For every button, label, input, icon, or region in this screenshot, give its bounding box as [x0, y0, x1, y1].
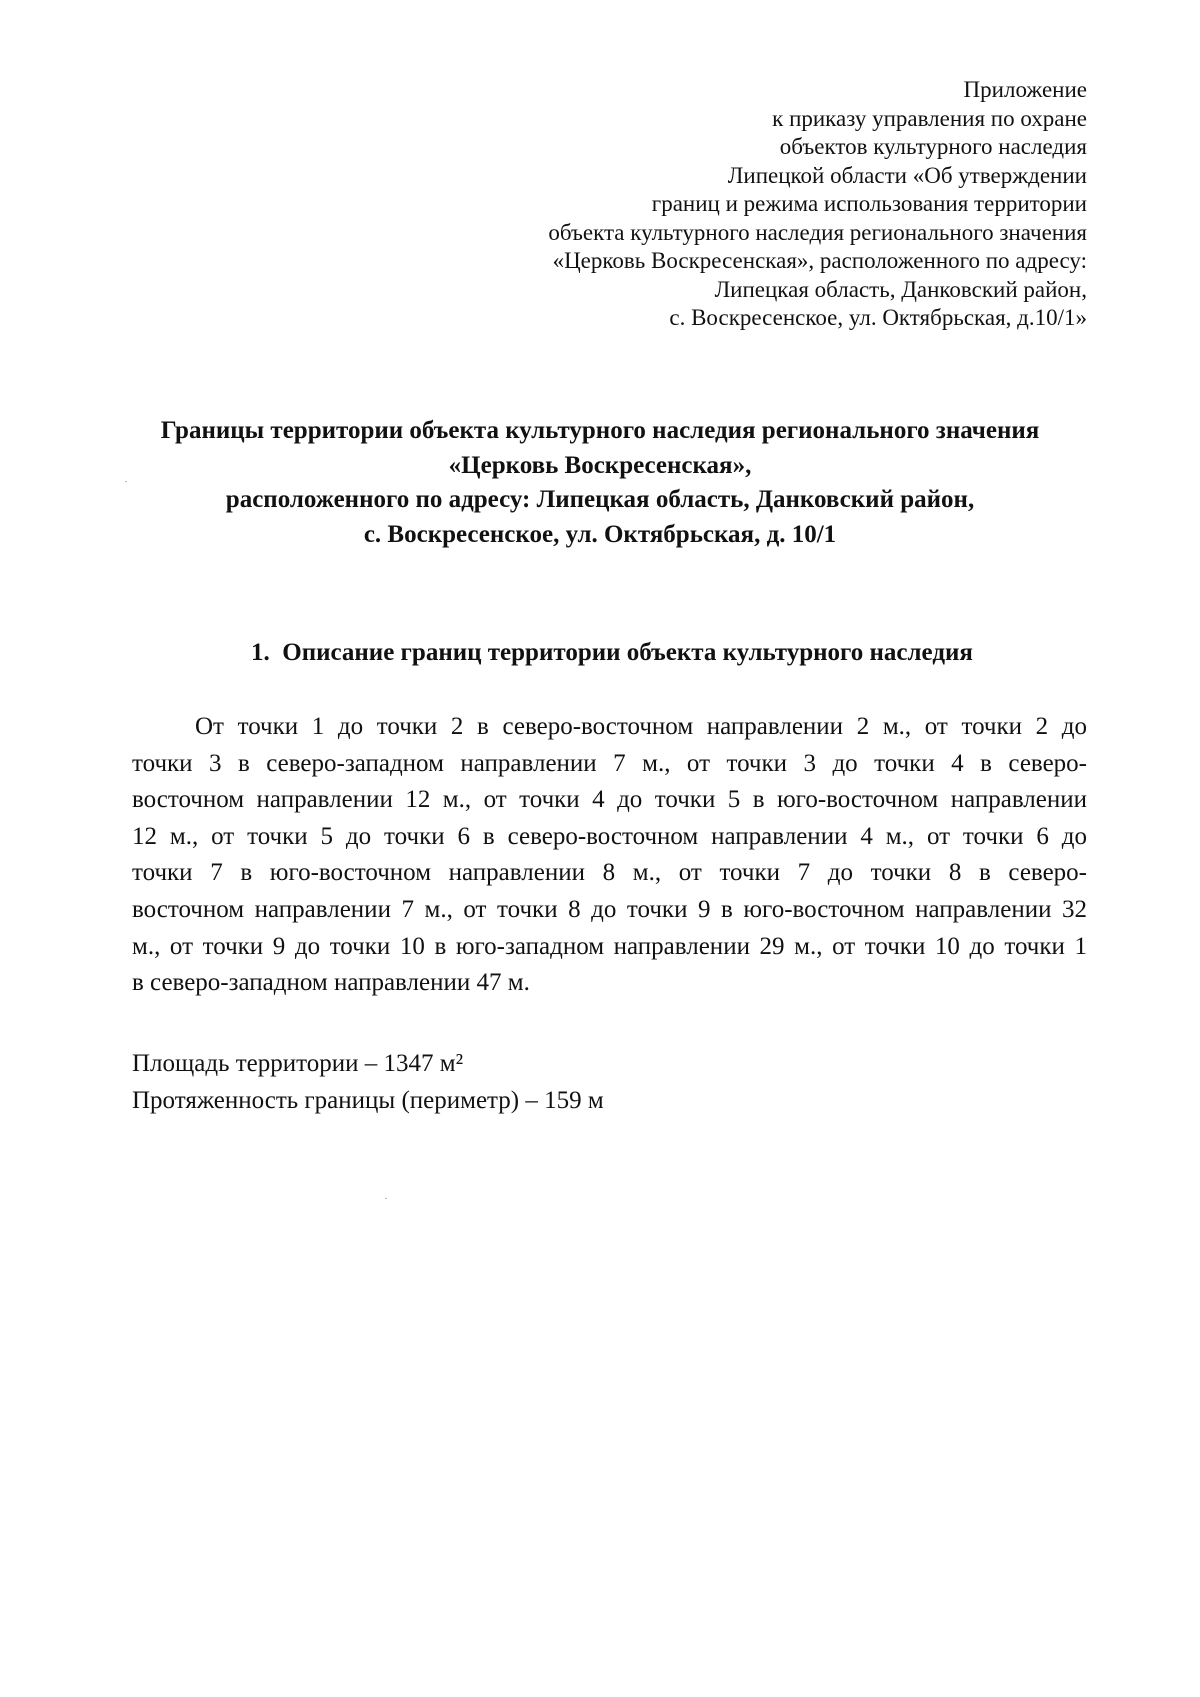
appendix-line: Приложение [963, 77, 1087, 102]
title-line: расположенного по адресу: Липецкая область, Данковский район, [225, 486, 975, 513]
territory-area: Площадь территории – 1347 м² [132, 1050, 464, 1077]
appendix-line: объекта культурного наследия регионального значения [548, 219, 1087, 245]
title-line: «Церковь Воскресенская», [448, 451, 752, 479]
scan-speck [125, 481, 127, 482]
appendix-header [387, 76, 1087, 333]
description-line: в северо-западном направлении 47 м. [132, 969, 530, 997]
description-line: точки 3 в северо-западном направлении 7 м., от точки 3 до точки 4 в северо- [132, 749, 1087, 777]
boundary-description [132, 709, 1087, 1002]
title-line: с. Воскресенское, ул. Октябрьская, д. 10/1 [363, 520, 837, 548]
appendix-line: к приказу управления по охране [772, 105, 1087, 131]
description-line: От точки 1 до точки 2 в северо-восточном направлении 2 м., от точки 2 до [195, 713, 1087, 740]
territory-perimeter: Протяженность границы (периметр) – 159 м [132, 1087, 604, 1114]
description-line: восточном направлении 7 м., от точки 8 до точки 9 в юго-восточном направлении 32 [132, 895, 1087, 923]
appendix-line: Липецкой области «Об утверждении [727, 162, 1087, 188]
appendix-line: объектов культурного наследия [779, 134, 1087, 159]
scan-speck [385, 1198, 387, 1199]
appendix-line: с. Воскресенское, ул. Октябрьская, д.10/1» [669, 305, 1087, 330]
appendix-line: границ и режима использования территории [651, 191, 1087, 216]
appendix-line: «Церковь Воскресенская», расположенного по адресу: [552, 248, 1087, 273]
description-line: м., от точки 9 до точки 10 в юго-западном направлении 29 м., от точки 10 до точки 1 [132, 932, 1087, 960]
description-line: 12 м., от точки 5 до точки 6 в северо-восточном направлении 4 м., от точки 6 до [132, 822, 1087, 850]
section-number: 1. [251, 639, 270, 666]
section-heading-text: Описание границ территории объекта культурного наследия [282, 639, 973, 666]
appendix-line: Липецкая область, Данковский район, [714, 276, 1087, 302]
description-line: точки 7 в юго-восточном направлении 8 м., от точки 7 до точки 8 в северо- [132, 859, 1087, 887]
territory-stats [132, 1045, 604, 1119]
description-line: восточном направлении 12 м., от точки 4 до точки 5 в юго-восточном направлении [132, 786, 1087, 814]
document-title [120, 414, 1080, 552]
section-heading [251, 637, 973, 669]
title-line: Границы территории объекта культурного наследия регионального значения [160, 417, 1040, 444]
